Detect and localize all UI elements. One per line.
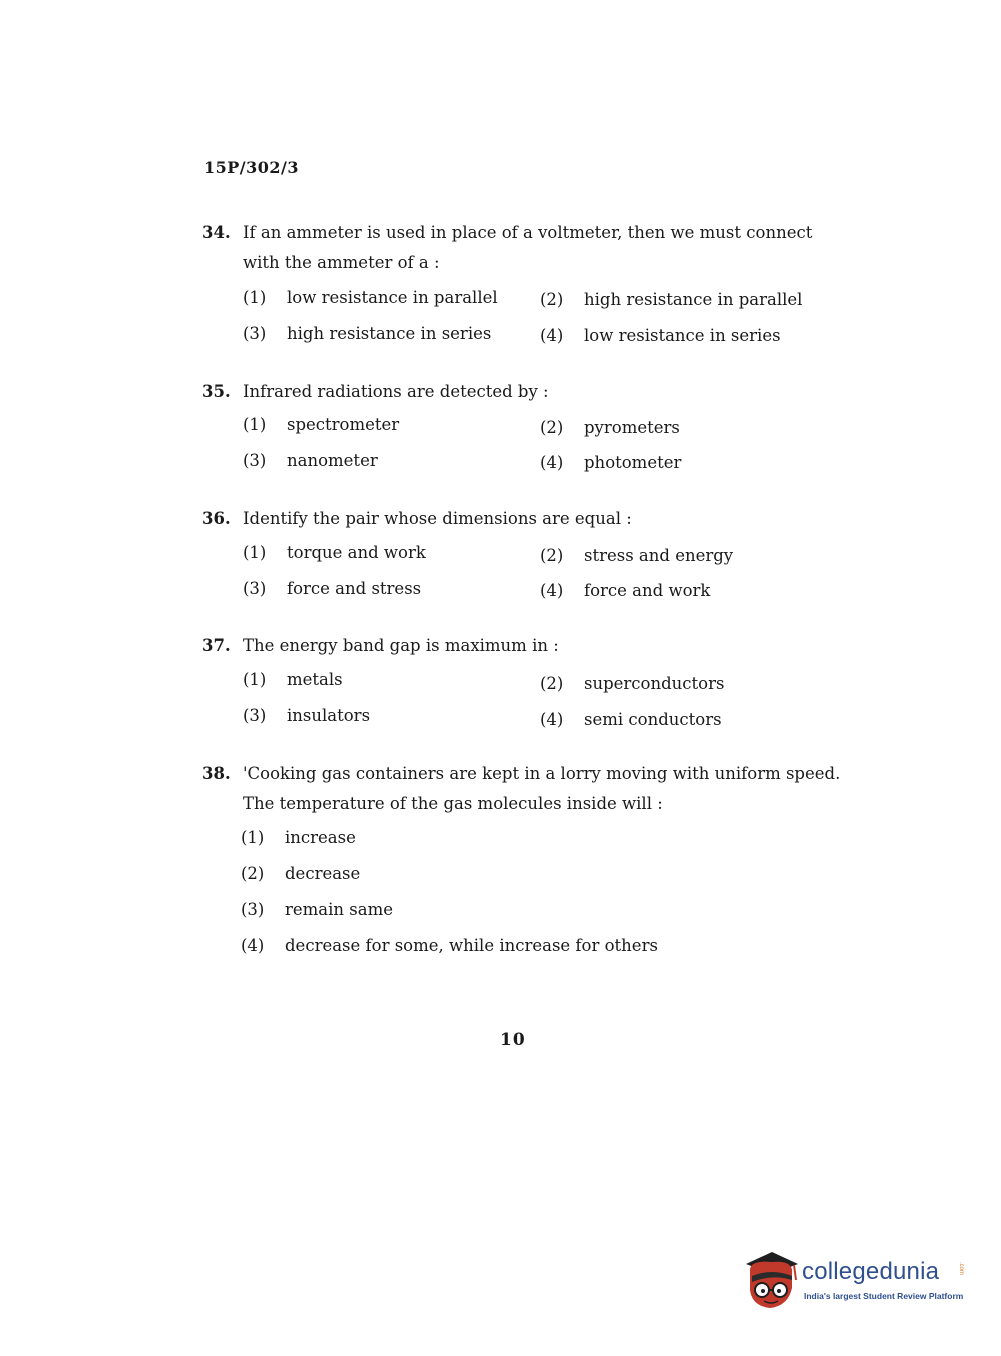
question-37 (202, 631, 842, 661)
question-text: 'Cooking gas containers are kept in a lorry moving with uniform speed. The temperature of the gas molecules inside will : (243, 764, 841, 813)
logo-wordmark: collegedunia (802, 1258, 940, 1285)
paper-code: 15P/302/3 (204, 158, 300, 177)
option: (4) decrease for some, while increase for others (241, 936, 658, 955)
option: (4) semi conductors (540, 710, 722, 729)
option: (2) decrease (241, 864, 361, 883)
question-number: 37. (202, 636, 231, 655)
question-34 (202, 218, 842, 278)
question-38 (202, 759, 842, 819)
question-36 (202, 504, 842, 534)
option: (1) torque and work (243, 543, 426, 562)
question-text: Infrared radiations are detected by : (243, 382, 549, 401)
option: (1) low resistance in parallel (243, 288, 498, 307)
option: (3) insulators (243, 706, 371, 725)
question-number: 36. (202, 509, 231, 528)
option: (2) stress and energy (540, 546, 734, 565)
question-number: 34. (202, 223, 231, 242)
option: (3) high resistance in series (243, 324, 492, 343)
question-text: Identify the pair whose dimensions are equal : (243, 509, 632, 528)
option: (1) metals (243, 670, 343, 689)
collegedunia-logo (742, 1250, 967, 1314)
option: (3) force and stress (243, 579, 422, 598)
option: (2) pyrometers (540, 418, 680, 437)
option: (2) high resistance in parallel (540, 290, 803, 309)
option: (1) increase (241, 828, 356, 847)
option: (1) spectrometer (243, 415, 400, 434)
option: (3) remain same (241, 900, 393, 919)
question-35 (202, 377, 842, 407)
option: (4) photometer (540, 453, 682, 472)
question-text: The energy band gap is maximum in : (243, 636, 559, 655)
option: (2) superconductors (540, 674, 725, 693)
logo-tagline: India's largest Student Review Platform (804, 1291, 964, 1301)
page-number: 10 (500, 1030, 526, 1050)
question-number: 38. (202, 764, 231, 783)
question-text: If an ammeter is used in place of a voltmeter, then we must connect with the ammeter of a : (243, 223, 813, 272)
option: (4) force and work (540, 581, 711, 600)
logo-suffix: .com (958, 1262, 964, 1276)
mascot-icon (742, 1250, 798, 1314)
option: (4) low resistance in series (540, 326, 781, 345)
option: (3) nanometer (243, 451, 378, 470)
question-number: 35. (202, 382, 231, 401)
